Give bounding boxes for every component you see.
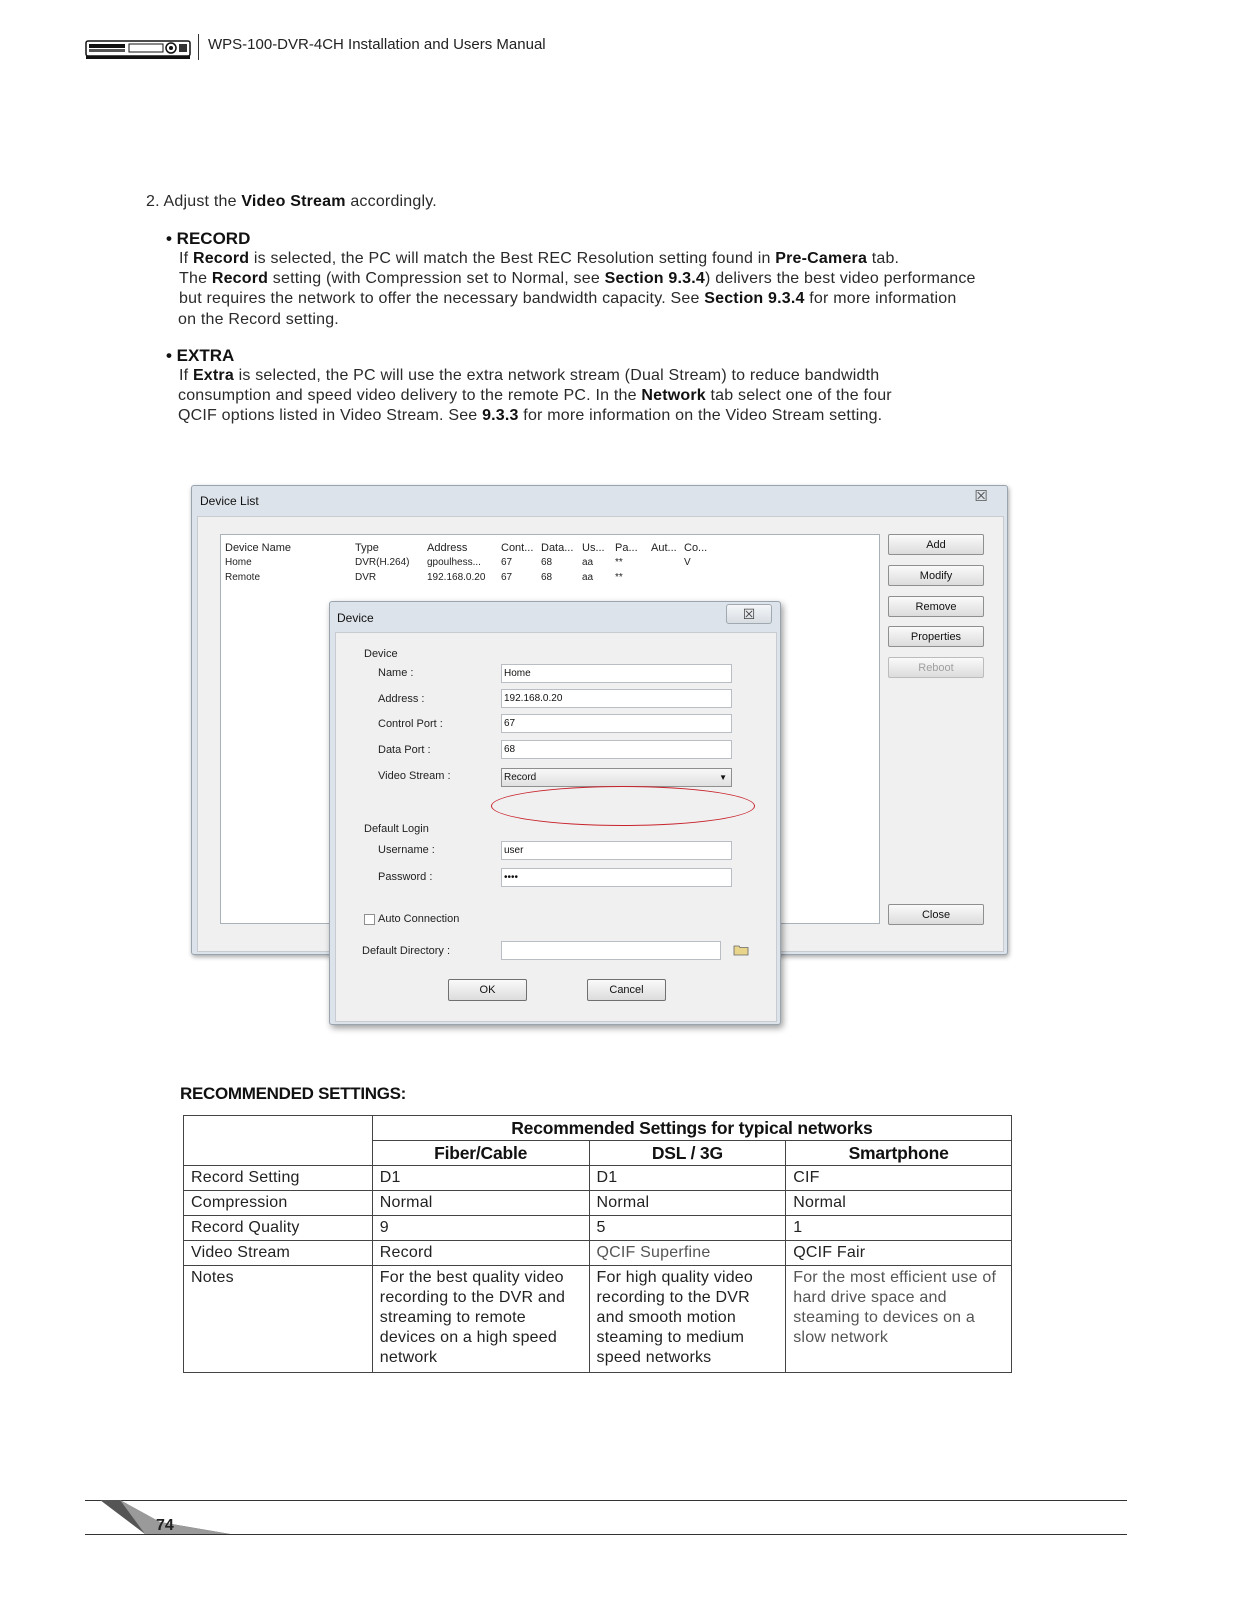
properties-button[interactable]: Properties — [888, 626, 984, 647]
recommended-settings-table — [183, 1115, 1012, 1373]
column-header-address[interactable]: Address — [427, 542, 468, 554]
table-row — [184, 1216, 1012, 1241]
table-cell: Normal — [372, 1191, 589, 1216]
cell-control-port: 67 — [501, 557, 513, 568]
step-2-instruction: 2. Adjust the Video Stream accordingly. — [146, 193, 437, 210]
cell-type: DVR(H.264) — [355, 557, 410, 568]
table-cell: Record — [372, 1241, 589, 1266]
cell-control-port: 67 — [501, 572, 513, 583]
table-row — [184, 1166, 1012, 1191]
column-header-device-name[interactable]: Device Name — [225, 542, 292, 554]
control-port-label: Control Port : — [378, 718, 443, 730]
table-cell: D1 — [589, 1166, 786, 1191]
manual-title: WPS-100-DVR-4CH Installation and Users Manual — [208, 36, 546, 53]
table-cell: Normal — [786, 1191, 1012, 1216]
column-header-control[interactable]: Cont... — [501, 542, 534, 554]
cell-data-port: 68 — [541, 557, 553, 568]
remove-button[interactable]: Remove — [888, 596, 984, 617]
auto-connection-checkbox[interactable] — [364, 914, 375, 925]
device-group-label: Device — [364, 648, 398, 660]
column-header-fiber-cable: Fiber/Cable — [372, 1141, 589, 1166]
empty-header-cell — [184, 1116, 373, 1166]
data-port-field[interactable]: 68 — [501, 740, 732, 759]
video-stream-select[interactable] — [501, 768, 732, 787]
table-cell: For the most efficient use of hard drive space and steaming to devices on a slow network — [786, 1266, 1012, 1373]
table-cell: For the best quality video recording to the DVR and streaming to remote devices on a high speed network — [372, 1266, 589, 1373]
data-port-label: Data Port : — [378, 744, 431, 756]
header-separator — [198, 34, 199, 60]
table-cell: QCIF Fair — [786, 1241, 1012, 1266]
name-label: Name : — [378, 667, 414, 679]
column-header-type[interactable]: Type — [355, 542, 379, 554]
row-label: Record Quality — [184, 1216, 373, 1241]
highlight-ellipse — [491, 786, 755, 826]
cell-user: aa — [582, 557, 594, 568]
column-header-password[interactable]: Pa... — [615, 542, 638, 554]
dvr-device-icon — [85, 38, 191, 60]
cell-type: DVR — [355, 572, 377, 583]
cancel-button[interactable]: Cancel — [587, 979, 666, 1001]
close-icon[interactable]: ☒ — [974, 488, 988, 505]
video-stream-label: Video Stream : — [378, 770, 451, 782]
table-cell: For high quality video recording to the DVR and smooth motion steaming to medium speed networks — [589, 1266, 786, 1373]
footer-rule-bottom — [85, 1534, 1127, 1535]
table-header-row — [184, 1116, 1012, 1141]
folder-icon[interactable] — [732, 943, 750, 959]
modify-button[interactable]: Modify — [888, 565, 984, 586]
record-paragraph-line-1: If Record is selected, the PC will match the Best REC Resolution setting found in Pre-Camera tab. — [179, 250, 900, 267]
name-field[interactable]: Home — [501, 664, 732, 683]
table-row — [184, 1266, 1012, 1373]
recommended-settings-heading: RECOMMENDED SETTINGS: — [180, 1084, 407, 1103]
extra-paragraph-line-2: consumption and speed video delivery to the remote PC. In the Network tab select one of the four — [178, 387, 892, 404]
auto-connection-label: Auto Connection — [378, 913, 460, 925]
cell-user: aa — [582, 572, 594, 583]
row-label: Compression — [184, 1191, 373, 1216]
cell-device-name: Home — [225, 557, 252, 568]
cell-device-name: Remote — [225, 572, 261, 583]
table-row — [184, 1241, 1012, 1266]
row-label: Video Stream — [184, 1241, 373, 1266]
row-label: Notes — [184, 1266, 373, 1373]
cell-data-port: 68 — [541, 572, 553, 583]
table-cell: Normal — [589, 1191, 786, 1216]
column-header-smartphone: Smartphone — [786, 1141, 1012, 1166]
table-cell: QCIF Superfine — [589, 1241, 786, 1266]
record-paragraph-line-2: The Record setting (with Compression set to Normal, see Section 9.3.4) delivers the best video performance — [179, 270, 976, 287]
record-heading: • RECORD — [166, 229, 251, 248]
table-row[interactable] — [221, 572, 879, 586]
extra-paragraph-line-3: QCIF options listed in Video Stream. See 9.3.3 for more information on the Video Stream setting. — [178, 407, 883, 424]
table-cell: 5 — [589, 1216, 786, 1241]
video-stream-value: Record — [504, 772, 537, 783]
column-header-data[interactable]: Data... — [541, 542, 574, 554]
default-login-group-label: Default Login — [364, 823, 429, 835]
chevron-down-icon: ▼ — [719, 773, 727, 782]
table-cell: D1 — [372, 1166, 589, 1191]
footer-rule — [85, 1500, 1127, 1501]
page-number: 74 — [156, 1517, 174, 1534]
cell-password: ** — [615, 572, 623, 583]
password-field[interactable]: •••• — [501, 868, 732, 887]
extra-heading: • EXTRA — [166, 346, 235, 365]
device-dialog-body — [335, 632, 777, 1022]
cell-password: ** — [615, 557, 623, 568]
table-row[interactable] — [221, 557, 879, 571]
password-label: Password : — [378, 871, 433, 883]
row-label: Record Setting — [184, 1166, 373, 1191]
default-directory-field[interactable] — [501, 941, 721, 960]
cell-address: gpoulhess... — [427, 557, 481, 568]
table-cell: 9 — [372, 1216, 589, 1241]
device-dialog-title: Device — [337, 611, 374, 625]
column-header-auto[interactable]: Aut... — [651, 542, 677, 554]
username-label: Username : — [378, 844, 435, 856]
cell-address: 192.168.0.20 — [427, 572, 486, 583]
control-port-field[interactable]: 67 — [501, 714, 732, 733]
column-header-connected[interactable]: Co... — [684, 542, 708, 554]
cell-connected: V — [684, 557, 691, 568]
table-cell: CIF — [786, 1166, 1012, 1191]
add-button[interactable]: Add — [888, 534, 984, 555]
device-dialog — [329, 601, 781, 1025]
close-button[interactable]: Close — [888, 904, 984, 925]
device-list-title: Device List — [200, 494, 259, 508]
column-header-dsl-3g: DSL / 3G — [589, 1141, 786, 1166]
record-paragraph-line-4: on the Record setting. — [178, 311, 339, 328]
reboot-button[interactable]: Reboot — [888, 657, 984, 678]
extra-paragraph-line-1: If Extra is selected, the PC will use the extra network stream (Dual Stream) to reduce bandwidth — [179, 367, 880, 384]
table-row — [184, 1191, 1012, 1216]
address-label: Address : — [378, 693, 425, 705]
close-icon[interactable]: ☒ — [726, 604, 772, 624]
ok-button[interactable]: OK — [448, 979, 527, 1001]
default-directory-label: Default Directory : — [362, 945, 451, 957]
record-paragraph-line-3: but requires the network to offer the necessary bandwidth capacity. See Section 9.3.4 for more information — [179, 290, 957, 307]
username-field[interactable]: user — [501, 841, 732, 860]
table-cell: 1 — [786, 1216, 1012, 1241]
address-field[interactable]: 192.168.0.20 — [501, 689, 732, 708]
column-header-user[interactable]: Us... — [582, 542, 605, 554]
group-header: Recommended Settings for typical networks — [372, 1116, 1011, 1141]
